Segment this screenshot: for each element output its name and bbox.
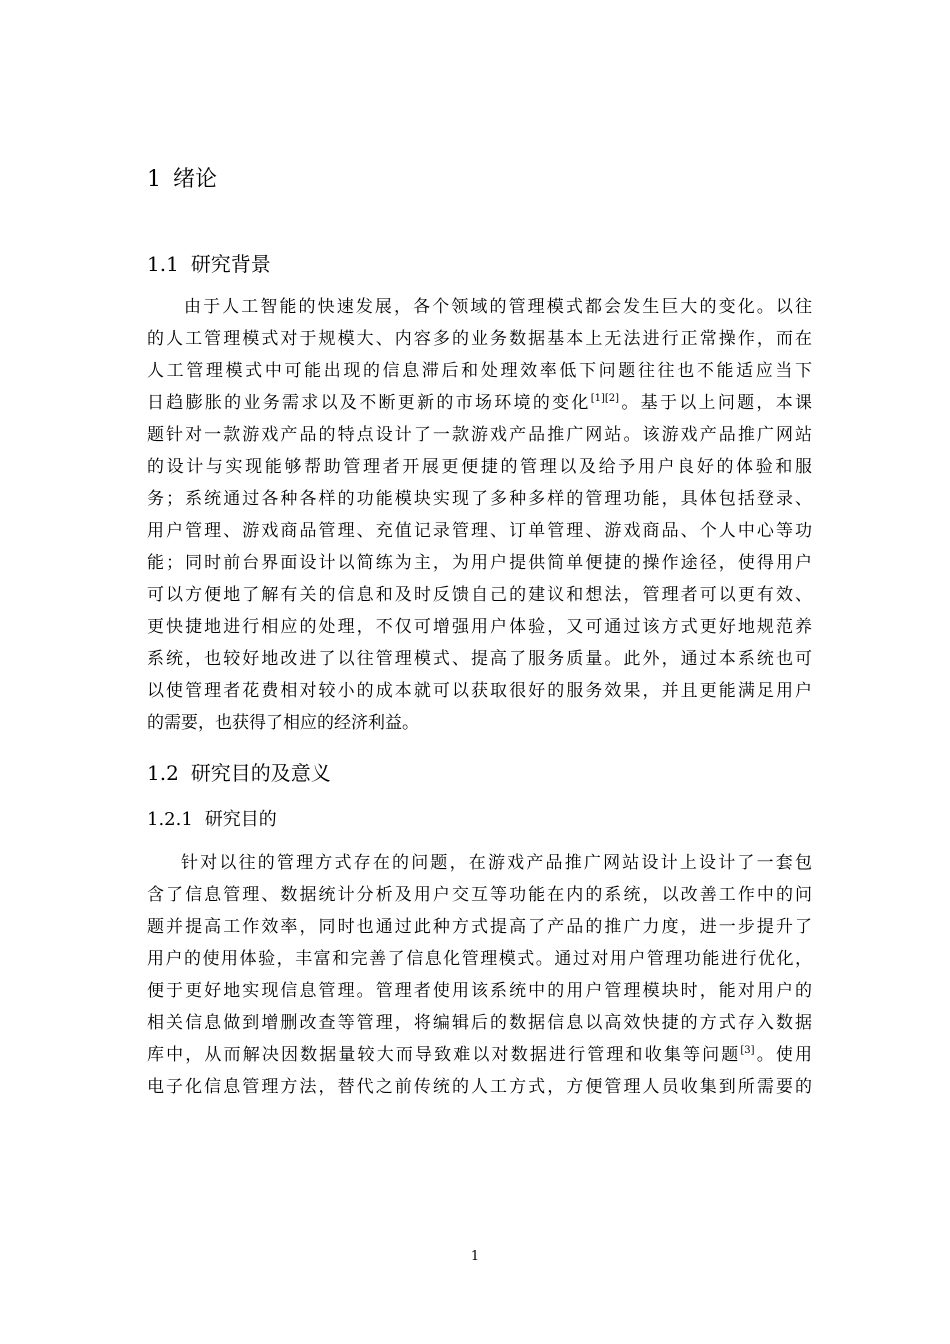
section-title: 研究目的及意义 <box>190 761 331 785</box>
paragraph-line: 务；系统通过各种各样的功能模块实现了多种多样的管理功能，具体包括登录、 <box>147 489 812 509</box>
paragraph-line <box>147 387 812 419</box>
paragraph-line: 相关信息做到增删改查等管理，将编辑后的数据信息以高效快捷的方式存入数据 <box>147 1013 812 1033</box>
paragraph-line: 更快捷地进行相应的处理，不仅可增强用户体验，又可通过该方式更好地规范养 <box>147 617 812 637</box>
paragraph-line: 电子化信息管理方法，替代之前传统的人工方式，方便管理人员收集到所需要的 <box>147 1077 812 1097</box>
section-1-2-heading <box>147 760 331 786</box>
paragraph-line: 用户的使用体验，丰富和完善了信息化管理模式。通过对用户管理功能进行优化， <box>147 949 812 969</box>
chapter-title: 绪论 <box>173 167 218 192</box>
paragraph-line: 可以方便地了解有关的信息和及时反馈自己的建议和想法，管理者可以更有效、 <box>147 585 812 605</box>
paragraph-line: 含了信息管理、数据统计分析及用户交互等功能在内的系统，以改善工作中的问 <box>147 885 812 905</box>
section-title: 研究目的 <box>204 809 277 830</box>
citation: [3] <box>740 1045 755 1056</box>
paragraph-line <box>147 1039 812 1071</box>
line-text: 。基于以上问题，本课 <box>619 393 813 413</box>
section-1-2-1-heading <box>147 808 277 832</box>
paragraph-line: 的设计与实现能够帮助管理者开展更便捷的管理以及给予用户良好的体验和服 <box>147 457 812 477</box>
section-number: 1.2.1 <box>147 809 193 830</box>
line-text: 。使用 <box>754 1045 813 1065</box>
paragraph-line: 的需要，也获得了相应的经济利益。 <box>147 713 419 733</box>
line-text: 日趋膨胀的业务需求以及不断更新的市场环境的变化 <box>147 393 591 413</box>
paragraph-line: 针对以往的管理方式存在的问题，在游戏产品推广网站设计上设计了一套包 <box>181 853 812 873</box>
chapter-heading <box>147 166 217 194</box>
paragraph-line: 系统，也较好地改进了以往管理模式、提高了服务质量。此外，通过本系统也可 <box>147 649 812 669</box>
section-1-1-heading <box>147 251 271 277</box>
section-number: 1.1 <box>147 252 179 276</box>
page-number: 1 <box>470 1249 480 1264</box>
paragraph-line: 便于更好地实现信息管理。管理者使用该系统中的用户管理模块时，能对用户的 <box>147 981 812 1001</box>
citation: [1][2] <box>590 393 620 404</box>
paragraph-line: 题并提高工作效率，同时也通过此种方式提高了产品的推广力度，进一步提升了 <box>147 917 812 937</box>
paragraph-line: 的人工管理模式对于规模大、内容多的业务数据基本上无法进行正常操作，而在 <box>147 329 812 349</box>
section-1-1-paragraph <box>147 291 812 739</box>
section-title: 研究背景 <box>190 252 271 276</box>
section-number: 1.2 <box>147 761 179 785</box>
paragraph-line: 以使管理者花费相对较小的成本就可以获取很好的服务效果，并且更能满足用户 <box>147 681 812 701</box>
paragraph-line: 用户管理、游戏商品管理、充值记录管理、订单管理、游戏商品、个人中心等功 <box>147 521 812 541</box>
paragraph-line: 由于人工智能的快速发展，各个领域的管理模式都会发生巨大的变化。以往 <box>184 297 812 317</box>
paragraph-line: 题针对一款游戏产品的特点设计了一款游戏产品推广网站。该游戏产品推广网站 <box>147 425 812 445</box>
line-text: 库中，从而解决因数据量较大而导致难以对数据进行管理和收集等问题 <box>147 1045 741 1065</box>
paragraph-line: 人工管理模式中可能出现的信息滞后和处理效率低下问题往往也不能适应当下 <box>147 361 812 381</box>
chapter-number: 1 <box>147 167 161 192</box>
paragraph-line: 能；同时前台界面设计以简练为主，为用户提供简单便捷的操作途径，使得用户 <box>147 553 812 573</box>
section-1-2-1-paragraph <box>147 847 812 1103</box>
